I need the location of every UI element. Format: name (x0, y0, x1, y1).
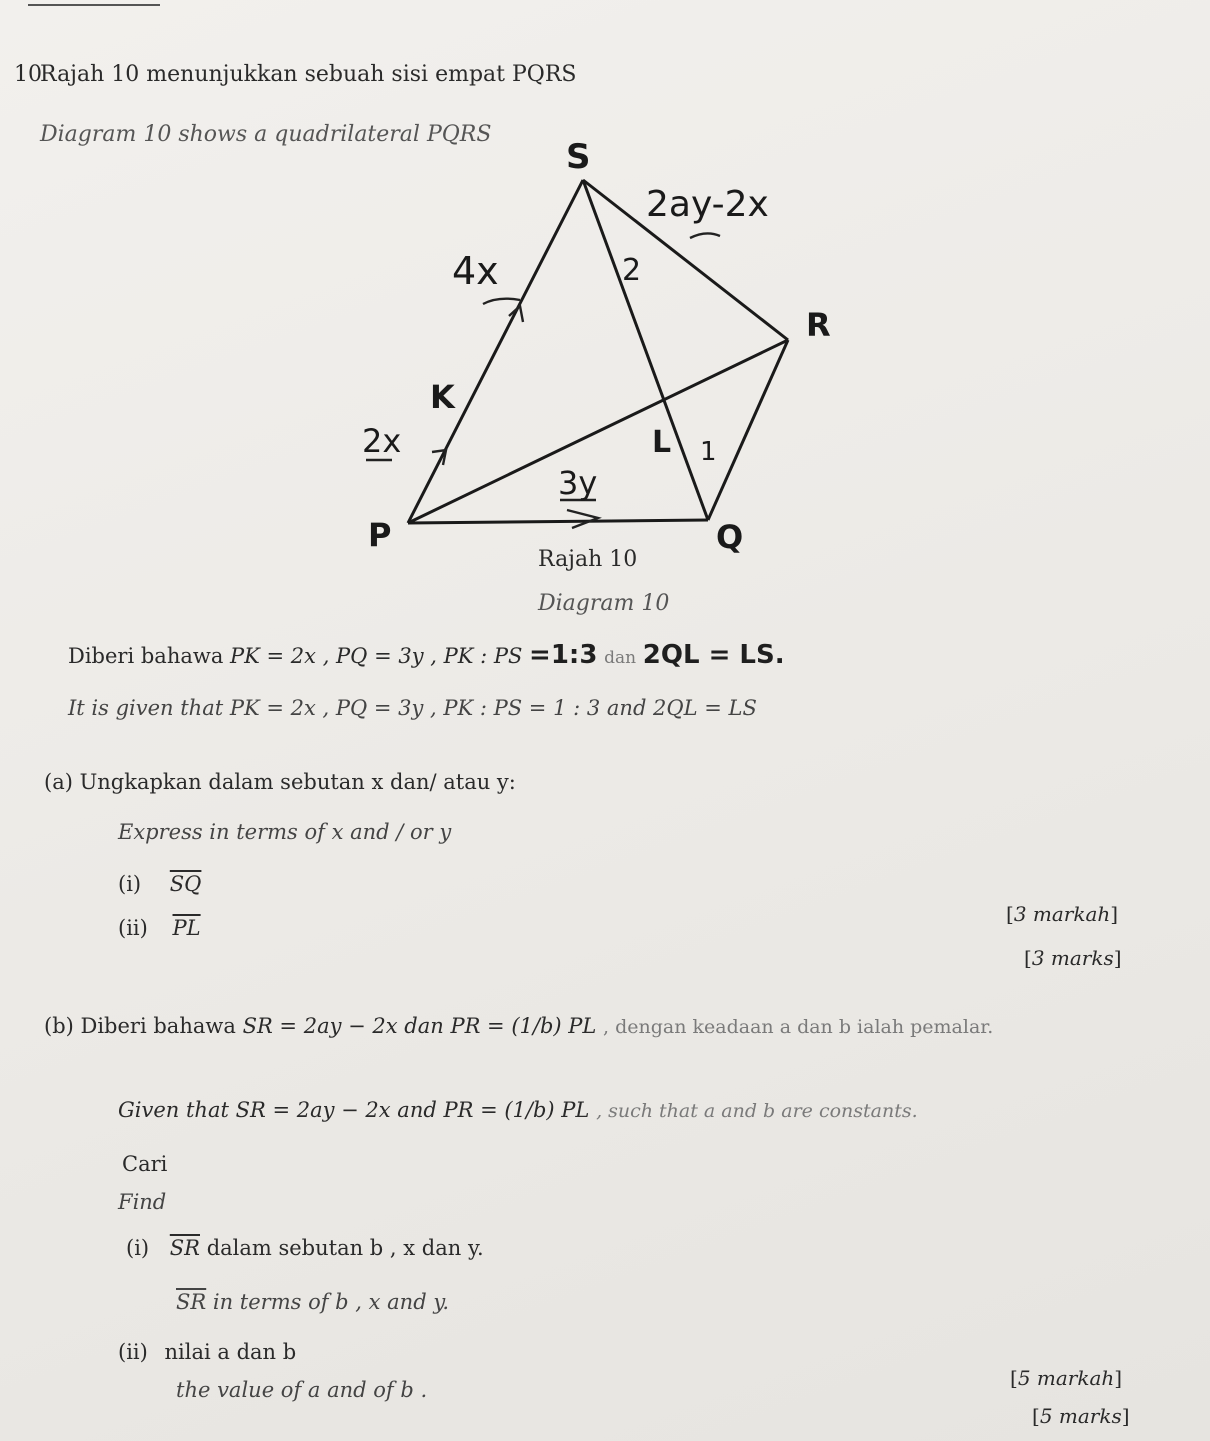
label-k: K (430, 378, 455, 416)
label-2ay-2x: 2ay-2x (646, 184, 769, 225)
part-b-malay (44, 1014, 993, 1038)
label-ratio-1: 1 (700, 437, 717, 467)
part-a-i-vector: $\overline{SQ}$ (169, 872, 202, 896)
part-b-ii-number: (ii) (118, 1340, 148, 1364)
part-b-marks-english: [5 marks] (1032, 1404, 1130, 1428)
intro-english: Diagram 10 shows a quadrilateral PQRS (40, 122, 492, 147)
part-a-marks-malay-text: 3 markah (1013, 902, 1111, 926)
part-b-ii-text-malay: nilai a dan b (164, 1340, 297, 1364)
part-b-i-text-malay: dalam sebutan b , x dan y. (206, 1236, 484, 1260)
part-b-i-vector: $\overline{SR}$ (169, 1236, 200, 1260)
part-b-ii-malay (118, 1340, 296, 1364)
part-a-i (118, 872, 201, 896)
label-q: Q (716, 518, 744, 556)
part-b-i-number: (i) (126, 1236, 150, 1260)
part-b-english-suffix: , such that a and b are constants. (596, 1100, 918, 1122)
part-b-marks-malay-text: 5 markah (1017, 1366, 1115, 1390)
tilde-4x (483, 299, 520, 304)
question-number: 10 (14, 62, 42, 87)
given-english: It is given that PK = 2x , PQ = 3y , PK : PS = 1 : 3 and 2QL = LS (68, 696, 757, 720)
part-b-marks-malay: [5 markah] (1010, 1366, 1123, 1390)
label-2x: 2x (362, 422, 402, 460)
part-b-malay-suffix: , dengan keadaan a dan b ialah pemalar. (603, 1016, 994, 1038)
label-s: S (566, 137, 591, 177)
given-malay-prefix: Diberi bahawa (68, 644, 224, 668)
part-a-english: Express in terms of x and / or y (118, 820, 452, 844)
edge-rq (708, 340, 788, 520)
part-b-i-text-english: in terms of b , x and y. (212, 1290, 450, 1314)
part-a-ii (118, 916, 201, 940)
part-a-marks-malay: [3 markah] (1006, 902, 1119, 926)
label-3y: 3y (558, 464, 598, 502)
caption-english: Diagram 10 (538, 591, 670, 616)
part-a-malay: (a) Ungkapkan dalam sebutan x dan/ atau y: (44, 770, 516, 794)
label-ratio-2: 2 (622, 253, 642, 288)
part-b-malay-prefix: (b) Diberi bahawa (44, 1014, 236, 1038)
part-b-malay-expr: SR = 2ay − 2x dan PR = (1/b) PL (242, 1014, 597, 1038)
edge-pr (408, 340, 788, 523)
part-b-ii-english: the value of a and of b . (176, 1378, 428, 1402)
part-a-i-number: (i) (118, 872, 142, 896)
part-a-ii-vector: $\overline{PL}$ (172, 916, 201, 940)
tilde-2ay (690, 233, 720, 238)
intro-malay: Rajah 10 menunjukkan sebuah sisi empat PQRS (40, 62, 577, 87)
edge-ps (408, 180, 583, 523)
part-a-marks-english-text: 3 marks (1031, 946, 1114, 970)
edge-pq (408, 520, 708, 523)
given-malay-expr: PK = 2x , PQ = 3y , PK : PS (230, 644, 523, 668)
label-r: R (806, 306, 831, 344)
part-a-ii-number: (ii) (118, 916, 148, 940)
part-b-english-expr: SR = 2ay − 2x and PR = (1/b) PL (235, 1098, 590, 1122)
given-malay-hand-ratio: =1:3 (529, 640, 598, 670)
part-b-i-malay (126, 1236, 484, 1260)
part-b-english-prefix: Given that (118, 1098, 229, 1122)
part-b-marks-english-text: 5 marks (1039, 1404, 1122, 1428)
edge-sq (583, 180, 708, 520)
given-malay-hand-condition: 2QL = LS. (642, 640, 785, 670)
given-malay-and: dan (604, 648, 637, 668)
part-a-marks-english: [3 marks] (1024, 946, 1122, 970)
label-p: P (368, 516, 392, 554)
arrow-pq (567, 510, 598, 528)
part-b-i-english-vector: $\overline{SR}$ (176, 1290, 207, 1314)
find-english: Find (118, 1190, 167, 1214)
caption-malay: Rajah 10 (538, 547, 638, 572)
find-malay: Cari (122, 1152, 168, 1176)
part-b-english (118, 1098, 918, 1122)
part-b-i-english (176, 1290, 449, 1314)
label-l: L (652, 425, 672, 460)
given-malay (68, 640, 785, 670)
label-4x: 4x (452, 249, 499, 293)
